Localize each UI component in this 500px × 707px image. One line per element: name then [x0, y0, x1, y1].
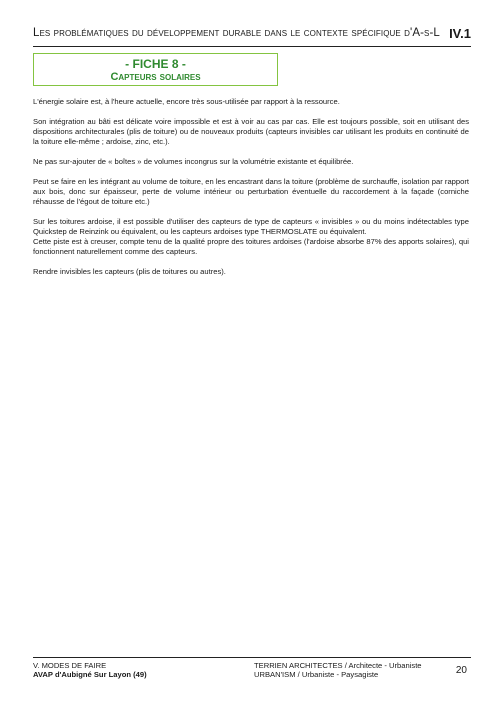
page-header	[33, 26, 471, 47]
paragraph: Sur les toitures ardoise, il est possible d'utiliser des capteurs de type de capteurs « invisibles » ou du moins indétectables type Quickstep de Reinzink ou équivalent, ou les capteurs ardoises type THERMOSLATE ou équivalent.	[33, 217, 469, 236]
paragraph: Ne pas sur-ajouter de « boîtes » de volumes incongrus sur la volumétrie existante et équilibrée.	[33, 157, 354, 166]
paragraph: Son intégration au bâti est délicate voire impossible et est à voir au cas par cas. Elle est toujours possible, soit en utilisant des dispositions architecturales (plis de toiture) ou de nouveaux produits (capteurs invisibles car utilisant les produits en continuité de la toiture elle-même ; ardoise, zinc, etc.).	[33, 117, 469, 146]
section-number: IV.1	[449, 26, 471, 41]
paragraph: L'énergie solaire est, à l'heure actuelle, encore très sous-utilisée par rapport à la ressource.	[33, 97, 340, 106]
footer-author-1: TERRIEN ARCHITECTES / Architecte - Urbaniste	[254, 661, 422, 670]
fiche-number: - FICHE 8 -	[125, 57, 186, 71]
page-number: 20	[455, 665, 467, 676]
paragraph: Rendre invisibles les capteurs (plis de toitures ou autres).	[33, 267, 226, 276]
header-title: Les problématiques du développement durable dans le contexte spécifique d'A-s-L	[33, 27, 440, 39]
fiche-title-box	[33, 53, 278, 86]
footer-author-2: URBAN'ISM / Urbaniste - Paysagiste	[254, 670, 379, 679]
fiche-title: Capteurs solaires	[110, 71, 201, 83]
paragraph: Peut se faire en les intégrant au volume de toiture, en les encastrant dans la toiture (problème de surchauffe, isolation par rapport aux bois, donc sur épaisseur, perte de volume intérieur ou perturbation éventuelle du raccordement à la façade (corniche réhausse de l'égout de toiture etc.)	[33, 177, 469, 206]
paragraph: Cette piste est à creuser, compte tenu de la qualité propre des toitures ardoises (l'ardoise absorbe 87% des apports solaires), qui fonctionnent naturellement comme des capteurs.	[33, 237, 469, 256]
footer-chapter: V. MODES DE FAIRE	[33, 661, 107, 670]
footer-document: AVAP d'Aubigné Sur Layon (49)	[33, 670, 147, 679]
body-text	[33, 97, 469, 287]
page-footer	[33, 657, 471, 680]
